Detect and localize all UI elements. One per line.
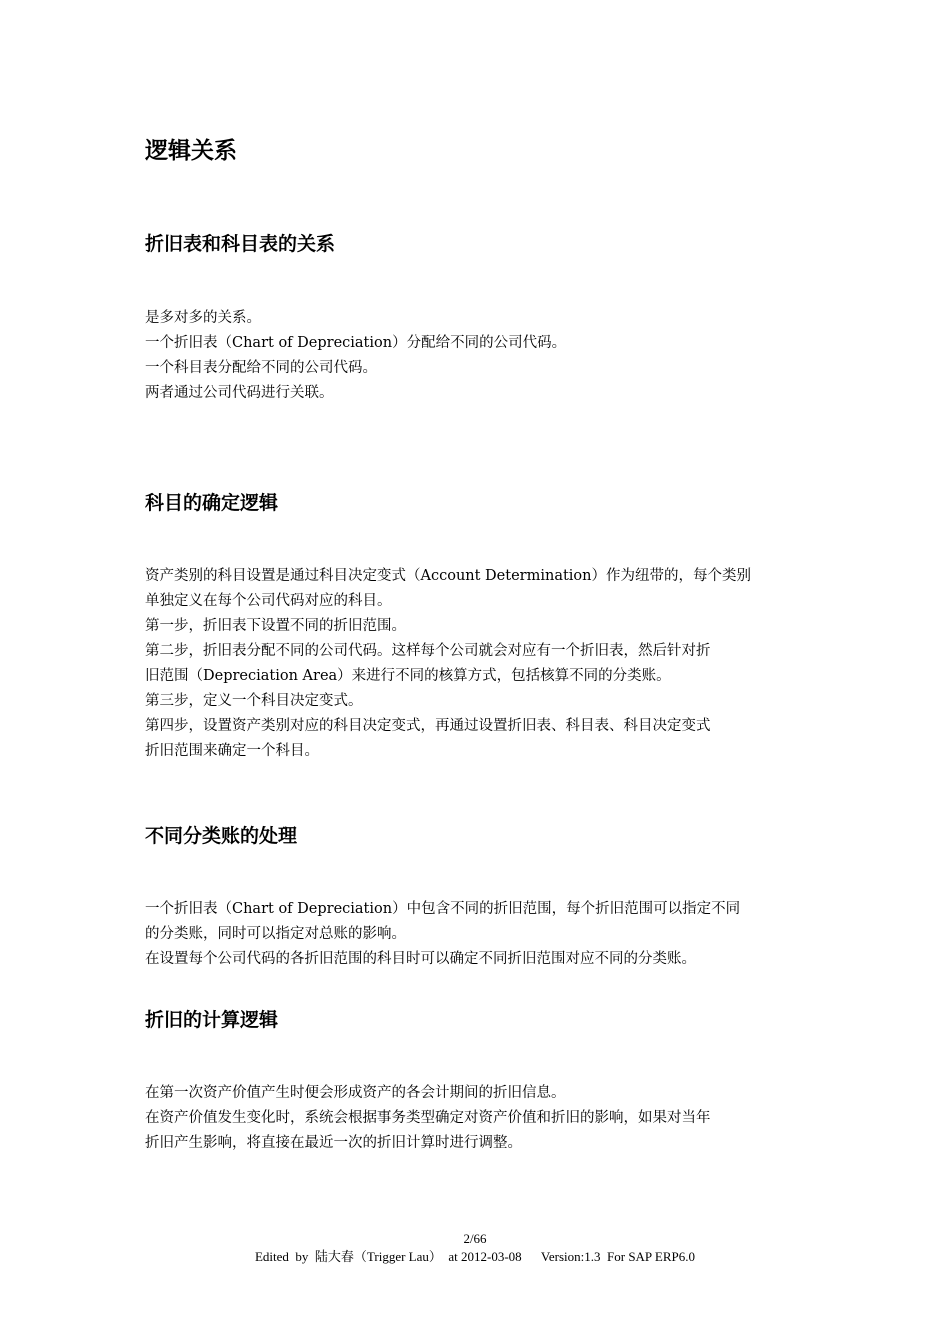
paragraph-line: 在资产价值发生变化时，系统会根据事务类型确定对资产价值和折旧的影响，如果对当年 [145,1110,711,1126]
section-heading-account-determination: 科目的确定逻辑 [145,492,279,514]
section-body-depreciation-chart-relation [145,306,810,406]
paragraph-line: 的分类账，同时可以指定对总账的影响。 [145,926,406,942]
paragraph-line: 一个折旧表（Chart of Depreciation）分配给不同的公司代码。 [145,335,567,351]
section-body-account-determination [145,564,810,764]
paragraph-line: 旧范围（Depreciation Area）来进行不同的核算方式，包括核算不同的分类账。 [145,668,671,684]
paragraph-line: 第四步，设置资产类别对应的科目决定变式，再通过设置折旧表、科目表、科目决定变式 [145,718,711,734]
paragraph-line: 折旧范围来确定一个科目。 [145,743,319,759]
paragraph-line: 是多对多的关系。 [145,310,261,326]
section-heading-depreciation-chart-relation: 折旧表和科目表的关系 [145,233,336,255]
paragraph-line: 两者通过公司代码进行关联。 [145,385,334,401]
paragraph-line: 在设置每个公司代码的各折旧范围的科目时可以确定不同折旧范围对应不同的分类账。 [145,951,696,967]
section-heading-ledger-handling: 不同分类账的处理 [145,825,298,847]
section-body-ledger-handling [145,897,810,972]
paragraph-line: 一个折旧表（Chart of Depreciation）中包含不同的折旧范围，每个折旧范围可以指定不同 [145,901,741,917]
paragraph-line: 资产类别的科目设置是通过科目决定变式（Account Determination）作为纽带的，每个类别 [145,568,752,584]
paragraph-line: 单独定义在每个公司代码对应的科目。 [145,593,392,609]
page-title: 逻辑关系 [145,138,237,164]
paragraph-line: 第三步，定义一个科目决定变式。 [145,693,363,709]
page-number: 2/66 [463,1231,487,1246]
section-heading-depreciation-calculation: 折旧的计算逻辑 [145,1009,279,1031]
paragraph-line: 在第一次资产价值产生时便会形成资产的各会计期间的折旧信息。 [145,1085,566,1101]
paragraph-line: 一个科目表分配给不同的公司代码。 [145,360,377,376]
paragraph-line: 第一步，折旧表下设置不同的折旧范围。 [145,618,406,634]
section-body-depreciation-calculation [145,1081,810,1156]
paragraph-line: 第二步，折旧表分配不同的公司代码。这样每个公司就会对应有一个折旧表，然后针对折 [145,643,711,659]
paragraph-line: 折旧产生影响，将直接在最近一次的折旧计算时进行调整。 [145,1135,522,1151]
footer-edit-info: Edited by 陆大春（Trigger Lau） at 2012-03-08 Version:1.3 For SAP ERP6.0 [254,1249,696,1264]
